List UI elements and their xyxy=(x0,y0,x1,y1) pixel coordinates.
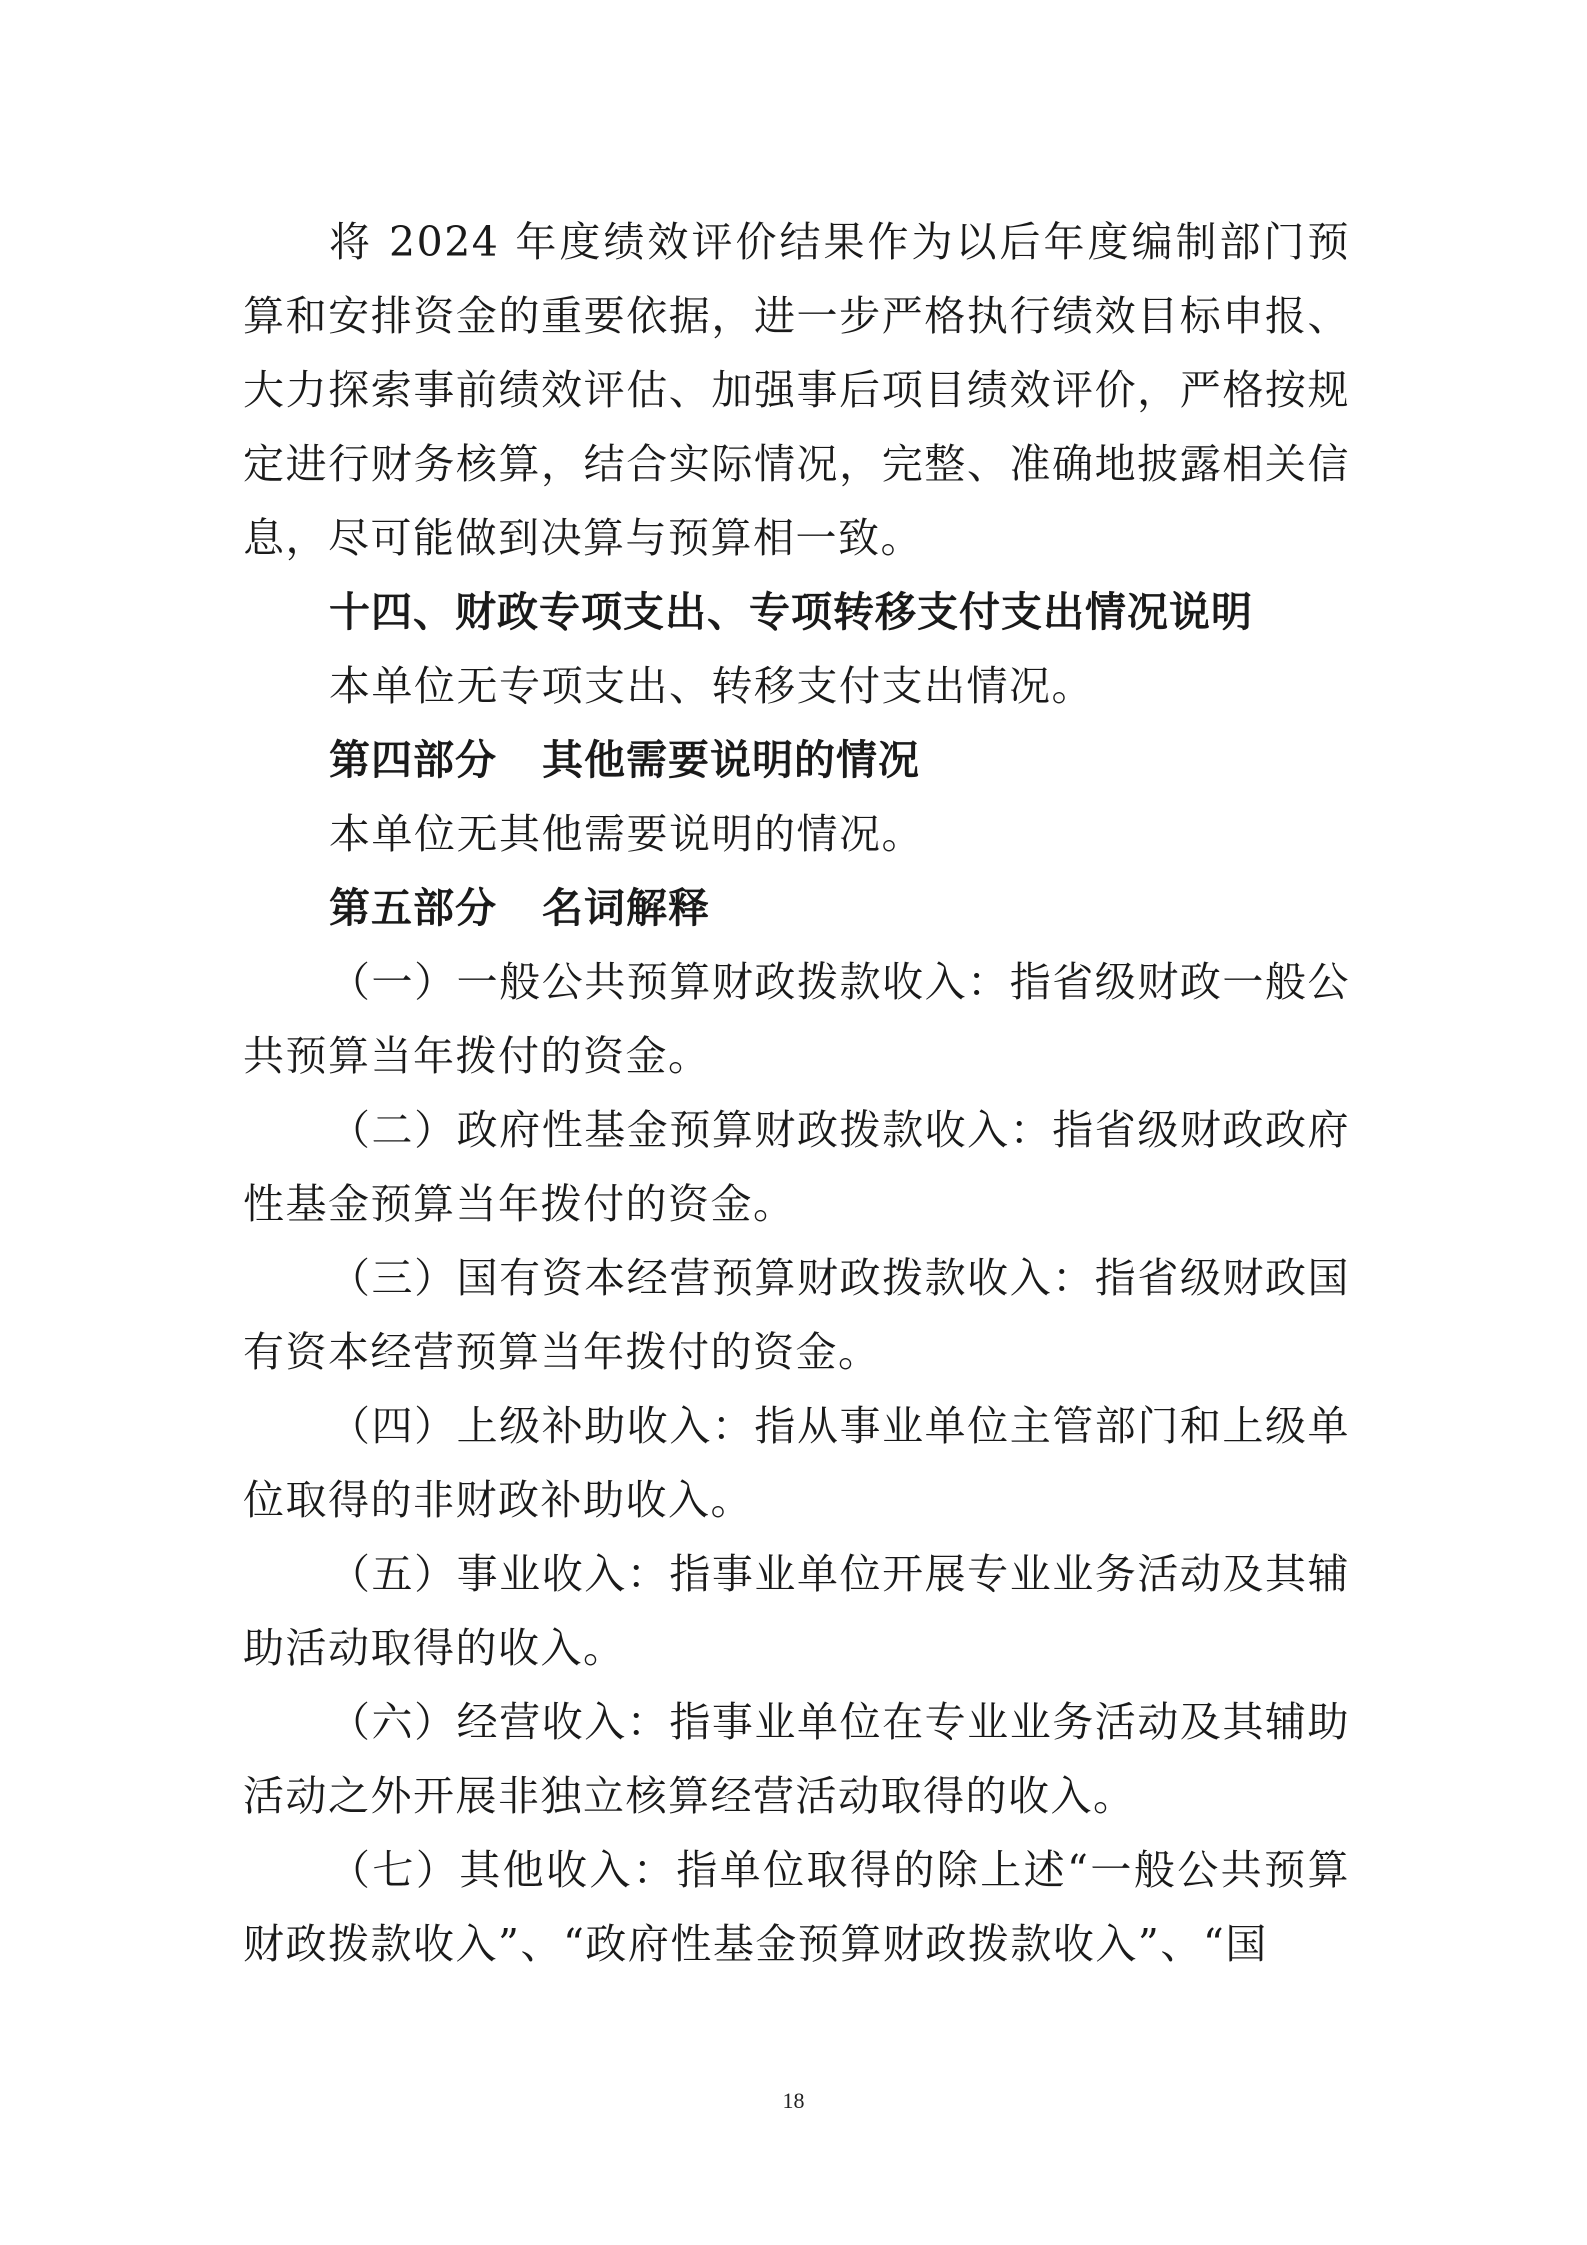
part-4-heading xyxy=(243,723,1350,797)
opening-paragraph: 将 2024 年度绩效评价结果作为以后年度编制部门预算和安排资金的重要依据，进一步严格执行绩效目标申报、大力探索事前绩效评估、加强事后项目绩效评价，严格按规定进行财务核算，结合实际情况，完整、准确地披露相关信息，尽可能做到决算与预算相一致。 xyxy=(243,218,1350,562)
part-5-heading xyxy=(243,871,1350,945)
page-number: 18 xyxy=(782,2088,805,2113)
definition-1: （一）一般公共预算财政拨款收入：指省级财政一般公共预算当年拨付的资金。 xyxy=(243,958,1350,1080)
part-5-heading-label: 第五部分 xyxy=(329,884,497,932)
definition-5: （五）事业收入：指事业单位开展专业业务活动及其辅助活动取得的收入。 xyxy=(243,1550,1350,1672)
part-4-heading-label: 第四部分 xyxy=(329,736,497,784)
definition-4: （四）上级补助收入：指从事业单位主管部门和上级单位取得的非财政补助收入。 xyxy=(243,1402,1350,1524)
section-14-heading: 十四、财政专项支出、专项转移支付支出情况说明 xyxy=(329,588,1253,636)
part-5-heading-title: 名词解释 xyxy=(542,884,710,932)
definition-2: （二）政府性基金预算财政拨款收入：指省级财政政府性基金预算当年拨付的资金。 xyxy=(243,1106,1350,1228)
definition-6: （六）经营收入：指事业单位在专业业务活动及其辅助活动之外开展非独立核算经营活动取得的收入。 xyxy=(243,1698,1350,1820)
definition-3: （三）国有资本经营预算财政拨款收入：指省级财政国有资本经营预算当年拨付的资金。 xyxy=(243,1254,1350,1376)
document-page xyxy=(243,205,1350,1981)
part-4-heading-title: 其他需要说明的情况 xyxy=(542,736,920,784)
section-14-body: 本单位无专项支出、转移支付支出情况。 xyxy=(329,662,1094,710)
definition-7: （七）其他收入：指单位取得的除上述“一般公共预算财政拨款收入”、“政府性基金预算财政拨款收入”、“国 xyxy=(243,1846,1350,1968)
part-4-body: 本单位无其他需要说明的情况。 xyxy=(329,810,924,858)
